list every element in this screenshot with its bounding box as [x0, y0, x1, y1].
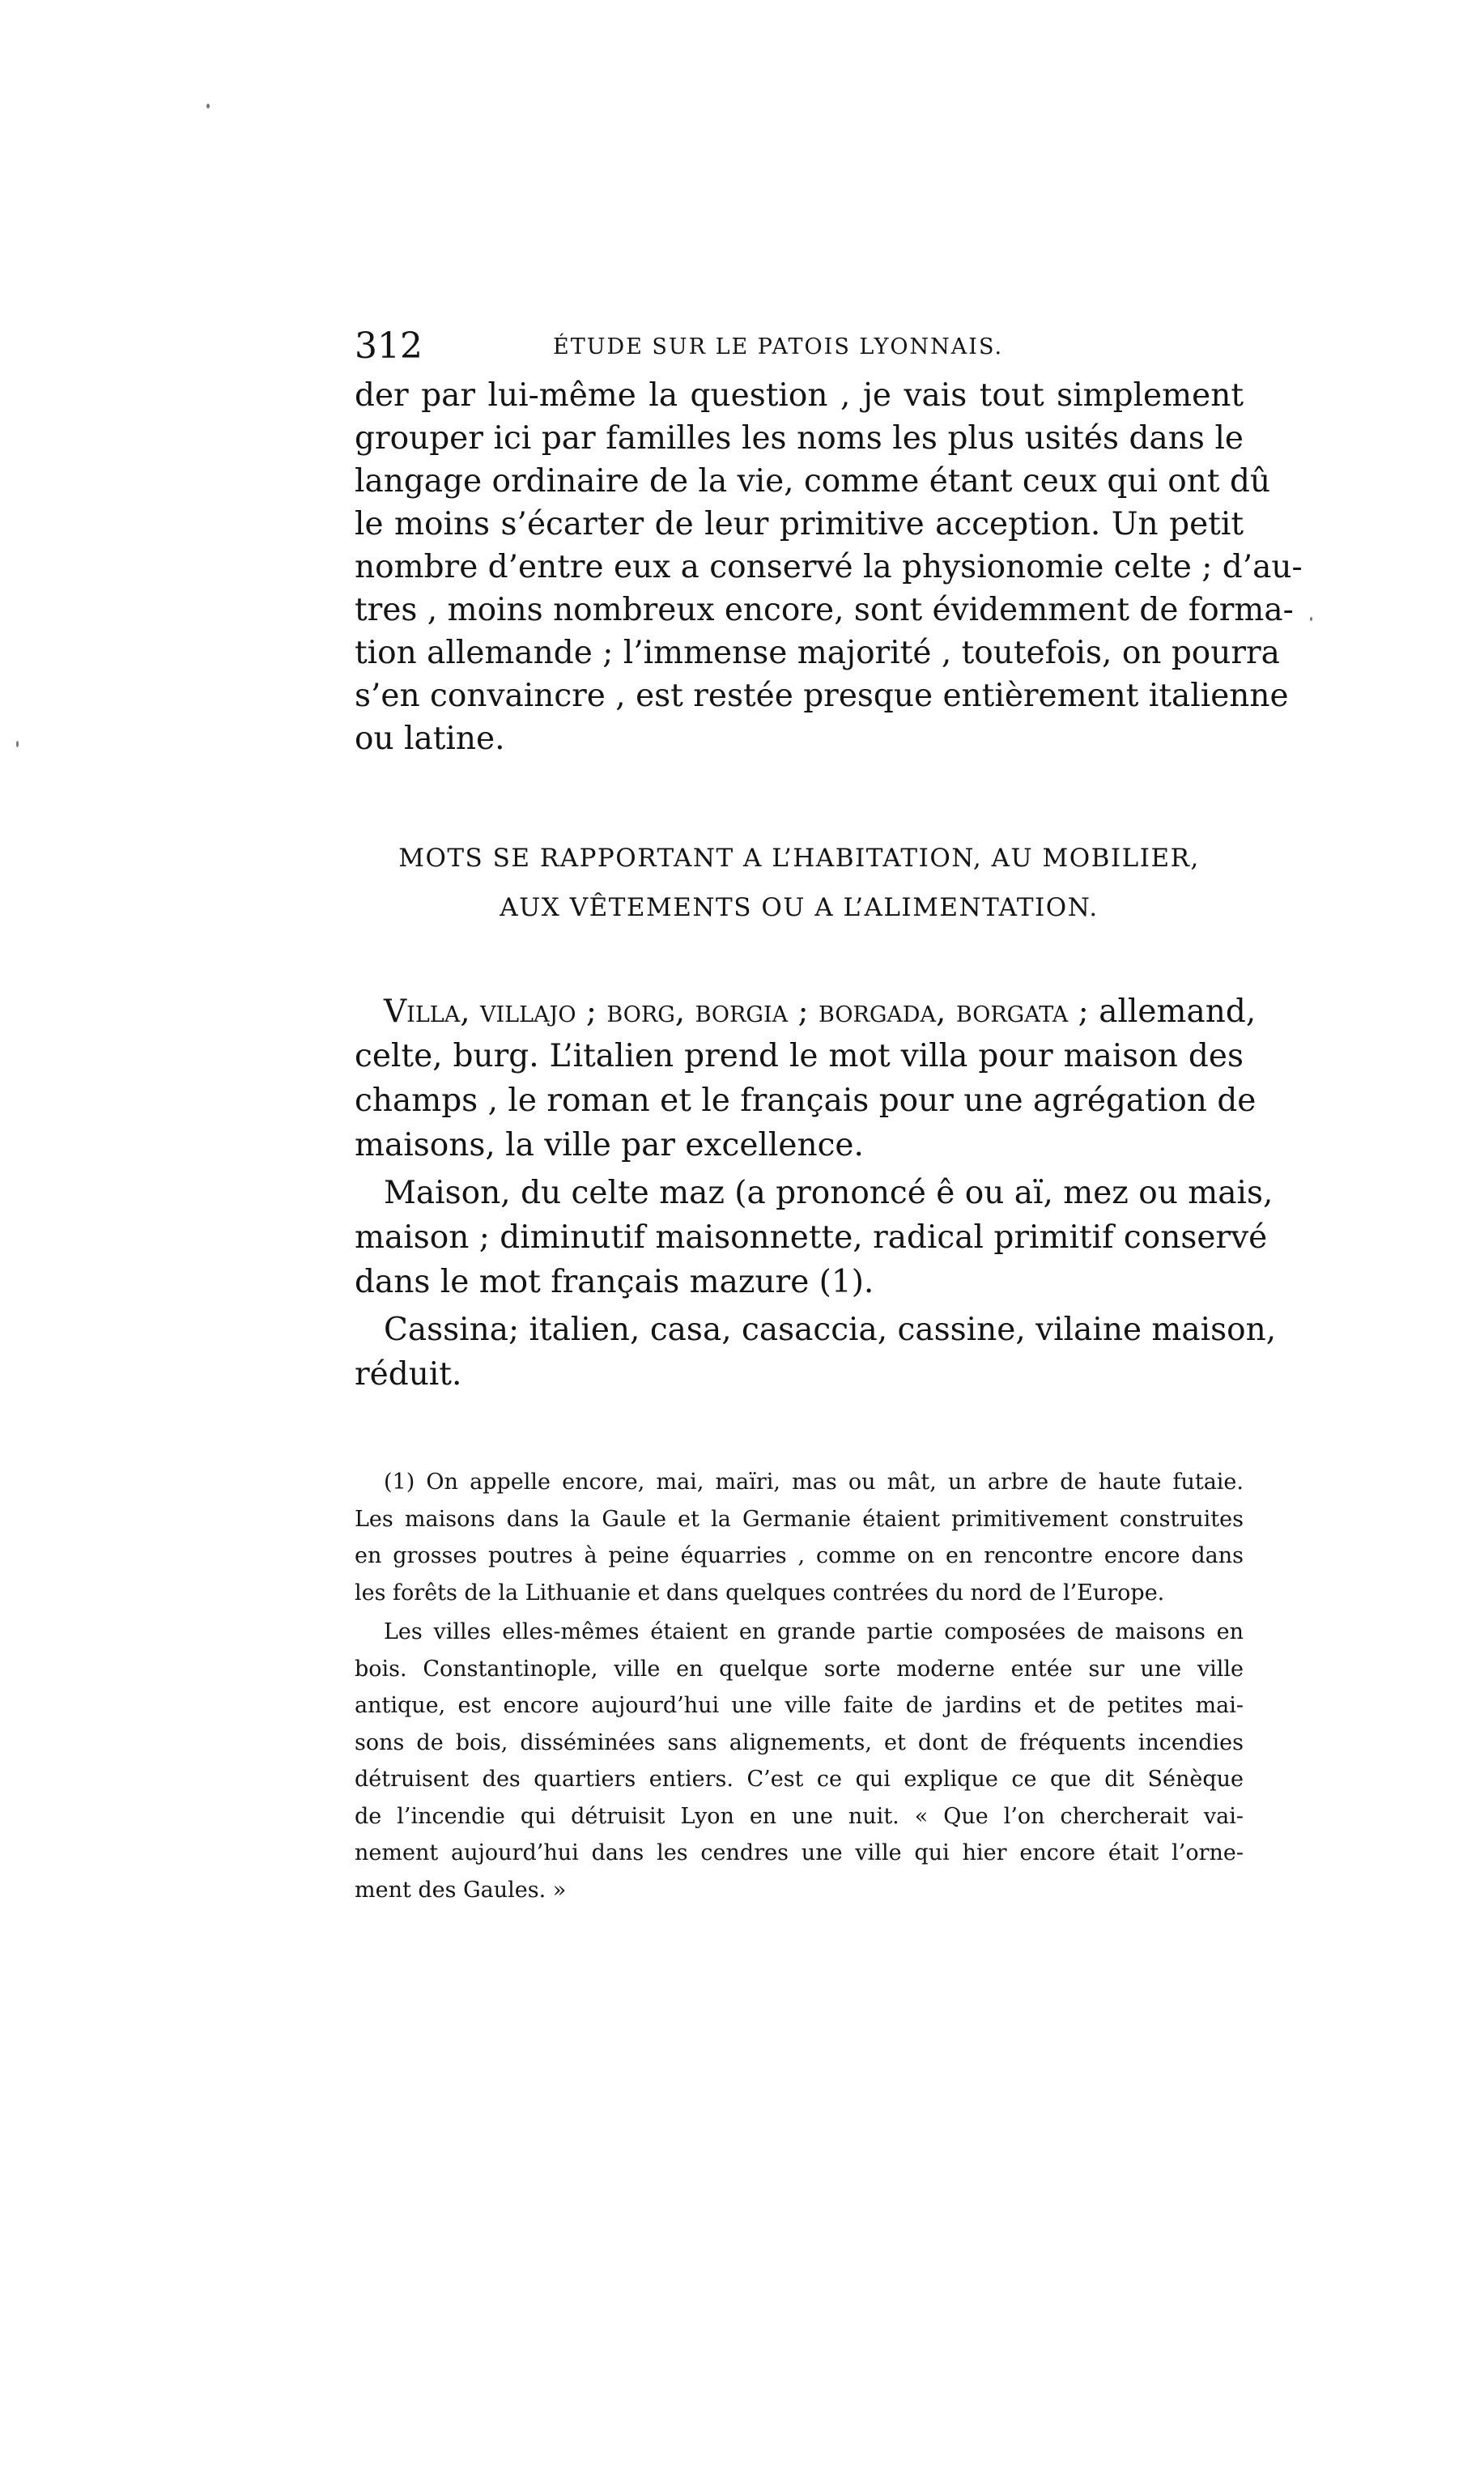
entry-maison — [355, 1171, 1274, 1304]
footnote-line: antique, est encore aujourd’hui une ville faite de jardins et de petites mai- — [355, 1693, 1244, 1718]
entry-cassina — [355, 1308, 1277, 1397]
text-line: tres , moins nombreux encore, sont évidemment de forma- — [355, 592, 1294, 628]
footnote-paragraph — [355, 1614, 1244, 1908]
footnote-line: Les maisons dans la Gaule et la Germanie étaient primitivement construites — [355, 1506, 1244, 1532]
section-heading — [355, 834, 1244, 933]
footnote-line: les forêts de la Lithuanie et dans quelques contrées du nord de l’Europe. — [355, 1580, 1165, 1606]
running-head: ÉTUDE SUR LE PATOIS LYONNAIS. — [553, 334, 1004, 359]
footnote-line: en grosses poutres à peine équarries , comme on en rencontre encore dans — [355, 1543, 1244, 1568]
text-line: langage ordinaire de la vie, comme étant ceux qui ont dû — [355, 463, 1271, 500]
scan-speck — [1310, 617, 1312, 621]
footnote-line: bois. Constantinople, ville en quelque sorte moderne entée sur une ville — [355, 1656, 1244, 1682]
text-line: nombre d’entre eux a conservé la physionomie celte ; d’au- — [355, 549, 1303, 585]
section-heading-line: MOTS SE RAPPORTANT A L’HABITATION, AU MOBILIER, — [398, 844, 1200, 873]
page-number: 312 — [355, 325, 423, 367]
text-line: le moins s’écarter de leur primitive acception. Un petit — [355, 506, 1244, 542]
page-header — [355, 322, 1245, 371]
entry-headword: Villa, villajo ; borg, borgia ; borgada, borgata ; — [384, 993, 1089, 1030]
footnote-line: nement aujourd’hui dans les cendres une ville qui hier encore était l’orne- — [355, 1840, 1244, 1865]
text-line: der par lui-même la question , je vais tout simplement — [355, 377, 1244, 414]
footnote-line: détruisent des quartiers entiers. C’est ce qui explique ce que dit Sénèque — [355, 1767, 1244, 1792]
glossary-entries — [355, 989, 1277, 1400]
entry-line: maisons, la ville par excellence. — [355, 1127, 864, 1163]
text-line: tion allemande ; l’immense majorité , toutefois, on pourra — [355, 635, 1280, 671]
scan-speck — [16, 741, 19, 747]
section-heading-line: AUX VÊTEMENTS OU A L’ALIMENTATION. — [500, 893, 1099, 922]
entry-line: Cassina; italien, casa, casaccia, cassine, vilaine maison, — [384, 1312, 1277, 1348]
entry-line: maison ; diminutif maisonnette, radical primitif conservé — [355, 1219, 1268, 1256]
entry-line: dans le mot français mazure (1). — [355, 1264, 874, 1300]
footnote — [355, 1464, 1244, 1911]
entry-villa — [355, 989, 1257, 1168]
entry-line: champs , le roman et le français pour une agrégation de — [355, 1083, 1257, 1119]
text-line: s’en convaincre , est restée presque entièrement italienne — [355, 678, 1289, 714]
footnote-line: sons de bois, disséminées sans alignements, et dont de fréquents incendies — [355, 1729, 1244, 1755]
footnote-line: (1) On appelle encore, mai, maïri, mas ou mât, un arbre de haute futaie. — [384, 1470, 1244, 1495]
text-line: grouper ici par familles les noms les plus usités dans le — [355, 420, 1244, 457]
text-line: ou latine. — [355, 721, 505, 757]
footnote-line: de l’incendie qui détruisit Lyon en une nuit. « Que l’on chercherait vai- — [355, 1803, 1244, 1829]
footnote-line: Les villes elles-mêmes étaient en grande partie composées de maisons en — [384, 1619, 1244, 1644]
footnote-paragraph — [355, 1464, 1244, 1611]
scan-speck — [206, 104, 210, 108]
entry-text: allemand, — [1099, 993, 1257, 1030]
entry-line: réduit. — [355, 1356, 462, 1393]
entry-line: Maison, du celte maz (a prononcé ê ou aï, mez ou mais, — [384, 1175, 1274, 1211]
intro-paragraph — [355, 374, 1303, 760]
entry-line: celte, burg. L’italien prend le mot villa pour maison des — [355, 1038, 1244, 1074]
entry-line — [355, 989, 1257, 1034]
footnote-line: ment des Gaules. » — [355, 1877, 567, 1903]
